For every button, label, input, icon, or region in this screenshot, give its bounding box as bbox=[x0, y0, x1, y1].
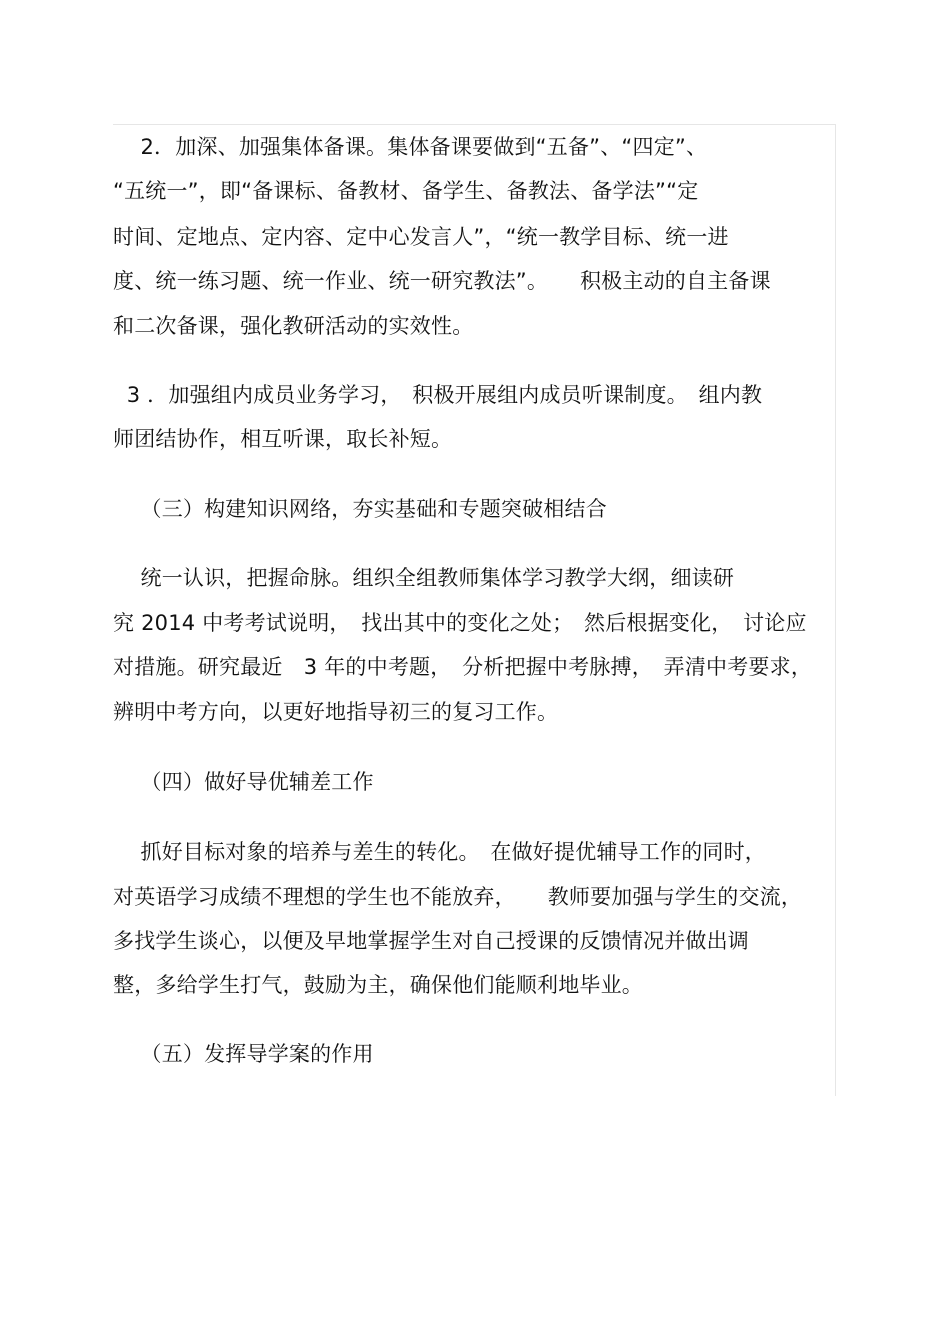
text-line: 和二次备课，强化教研活动的实效性。 bbox=[113, 314, 474, 338]
text-line: 整，多给学生打气，鼓励为主，确保他们能顺利地毕业。 bbox=[113, 973, 643, 997]
text-line: 统一认识，把握命脉。组织全组教师集体学习教学大纲，细读研 bbox=[113, 566, 735, 590]
text-line: 多找学生谈心，以便及早地掌握学生对自己授课的反馈情况并做出调 bbox=[113, 929, 749, 953]
text-line: 师团结协作，相互听课，取长补短。 bbox=[113, 427, 453, 451]
text-line: 3 ．加强组内成员业务学习， 积极开展组内成员听课制度。 组内教 bbox=[113, 383, 763, 407]
section-heading: （五）发挥导学案的作用 bbox=[113, 1042, 374, 1066]
text-line: 2．加深、加强集体备课。集体备课要做到“五备”、“四定”、 bbox=[113, 135, 708, 159]
section-heading: （三）构建知识网络，夯实基础和专题突破相结合 bbox=[113, 497, 607, 521]
text-line: 辨明中考方向，以更好地指导初三的复习工作。 bbox=[113, 700, 559, 724]
text-line: 对措施。研究最近 3 年的中考题， 分析把握中考脉搏， 弄清中考要求， bbox=[113, 655, 813, 679]
text-line: 抓好目标对象的培养与差生的转化。 在做好提优辅导工作的同时， bbox=[113, 840, 766, 864]
text-line: 对英语学习成绩不理想的学生也不能放弃， 教师要加强与学生的交流， bbox=[113, 885, 803, 909]
section-heading: （四）做好导优辅差工作 bbox=[113, 770, 374, 794]
page-right-rule bbox=[835, 124, 836, 1096]
text-line: 时间、定地点、定内容、定中心发言人”，“统一教学目标、统一进 bbox=[113, 225, 729, 249]
text-line: 度、统一练习题、统一作业、统一研究教法”。 积极主动的自主备课 bbox=[113, 269, 771, 293]
text-line: 究 2014 中考考试说明， 找出其中的变化之处； 然后根据变化， 讨论应 bbox=[113, 611, 807, 635]
text-line: “五统一”，即“备课标、备教材、备学生、备教法、备学法”“定 bbox=[113, 179, 699, 203]
page-top-rule bbox=[113, 124, 835, 125]
